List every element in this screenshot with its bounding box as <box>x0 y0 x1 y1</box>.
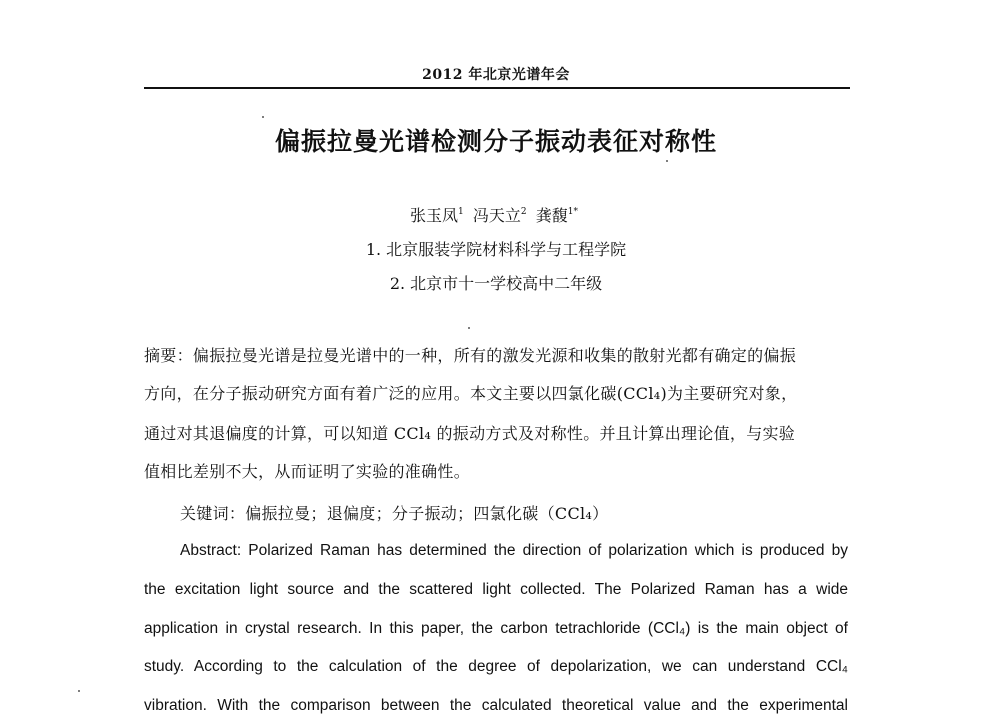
abstract-en-line: study. According to the calculation of the degree of depolarization, we can understand CCl₄ <box>144 658 848 675</box>
author-mark: 1* <box>567 207 578 217</box>
paper-title: 偏振拉曼光谱检测分子振动表征对称性 <box>274 127 717 156</box>
scan-speck <box>78 690 80 692</box>
author-name: 龚馥 <box>535 206 568 225</box>
author-name: 冯天立 <box>472 206 521 225</box>
scan-speck <box>468 327 470 329</box>
author-list <box>144 203 848 226</box>
header-rule <box>144 87 850 89</box>
abstract-cn-line: 方向，在分子振动研究方面有着广泛的应用。本文主要以四氯化碳(CCl₄)为主要研究对象， <box>144 384 798 403</box>
abstract-en-line: the excitation light source and the scattered light collected. The Polarized Raman has a wide <box>144 581 848 598</box>
author-mark: 2 <box>520 207 527 217</box>
abstract-en-line: Abstract: Polarized Raman has determined the direction of polarization which is produced by <box>180 542 848 559</box>
abstract-cn-line: 值相比差别不大，从而证明了实验的准确性。 <box>144 462 471 481</box>
abstract-en-line: application in crystal research. In this paper, the carbon tetrachloride (CCl₄) is the main object of <box>144 620 848 637</box>
abstract-cn-line: 通过对其退偏度的计算，可以知道 CCl₄ 的振动方式及对称性。并且计算出理论值，与实验 <box>144 424 796 443</box>
affiliation-2: 2. 北京市十一学校高中二年级 <box>389 274 603 293</box>
scan-speck <box>262 116 264 118</box>
author-name: 张玉凤 <box>410 206 459 225</box>
running-header: 2012 年北京光谱年会 <box>422 67 570 83</box>
abstract-en-line: vibration. With the comparison between the calculated theoretical value and the experimental <box>144 697 848 714</box>
keywords-line: 关键词：偏振拉曼；退偏度；分子振动；四氯化碳（CCl₄） <box>180 504 609 523</box>
abstract-cn-line: 摘要：偏振拉曼光谱是拉曼光谱中的一种，所有的激发光源和收集的散射光都有确定的偏振 <box>144 346 797 365</box>
affiliation-1: 1. 北京服装学院材料科学与工程学院 <box>365 240 627 259</box>
author-mark: 1 <box>458 207 464 217</box>
scan-speck <box>666 160 668 162</box>
